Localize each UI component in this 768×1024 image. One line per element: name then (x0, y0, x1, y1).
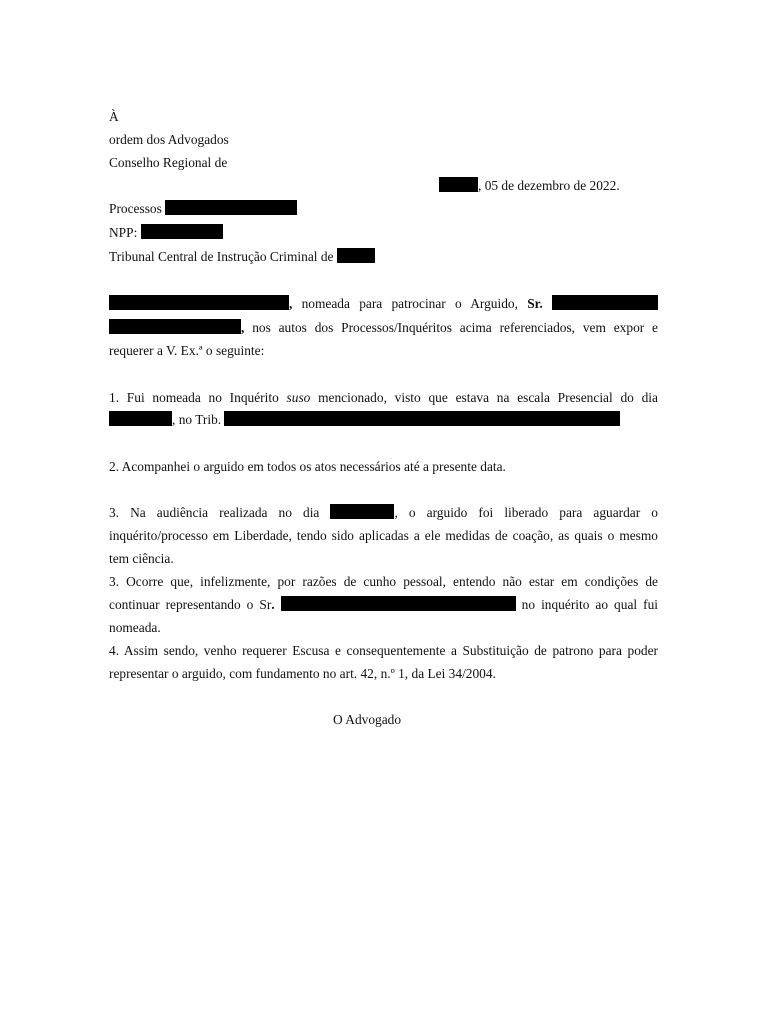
item-3-line-1 (109, 504, 658, 522)
redacted-processos (165, 200, 297, 215)
item-2: 2. Acompanhei o arguido em todos os atos necessários até a presente data. (109, 459, 506, 474)
redacted-tribunal-2 (224, 411, 620, 426)
processos-line (109, 200, 297, 218)
redacted-npp (141, 224, 223, 239)
item-5-line-1: 4. Assim sendo, venho requerer Escusa e consequentemente a Substituição de patrono para poder (109, 643, 658, 658)
item-1-suso: suso (286, 390, 311, 405)
item-3-part-a: 3. Na audiência realizada no dia (109, 505, 320, 520)
processos-label: Processos (109, 201, 162, 216)
recipient-line-2: Conselho Regional de (109, 155, 228, 170)
item-4-line-3: nomeada. (109, 620, 161, 635)
redacted-lawyer-name (109, 295, 289, 310)
date-line (439, 177, 620, 195)
npp-label: NPP: (109, 225, 138, 240)
redacted-date-1 (109, 411, 172, 426)
redacted-defendant-1 (552, 295, 658, 310)
item-1-part-c: , no Trib. (172, 412, 222, 427)
item-1-line-2 (109, 411, 620, 429)
item-4-part-b: no inquérito ao qual fui (521, 597, 658, 612)
recipient-line-1: ordem dos Advogados (109, 132, 229, 147)
salutation: À (109, 109, 119, 124)
intro-line-1 (109, 295, 658, 313)
tribunal-line (109, 248, 375, 266)
item-1-part-b: mencionado, visto que estava na escala Presencial do dia (318, 390, 658, 405)
intro-comma-2: , (241, 320, 245, 335)
item-1-part-a: 1. Fui nomeada no Inquérito (109, 390, 279, 405)
redacted-date-2 (330, 504, 394, 519)
redacted-defendant-2 (109, 319, 241, 334)
redacted-defendant-3 (281, 596, 516, 611)
date-text: , 05 de dezembro de 2022. (478, 178, 620, 193)
intro-part-1: nomeada para patrocinar o Arguido, (301, 296, 518, 311)
item-4-line-1: 3. Ocorre que, infelizmente, por razões de cunho pessoal, entendo não estar em condições de (109, 574, 658, 589)
item-1-line-1 (109, 389, 658, 407)
tribunal-label: Tribunal Central de Instrução Criminal de (109, 249, 334, 264)
item-4-dot: . (271, 597, 275, 612)
item-4-part-a: continuar representando o Sr (109, 597, 272, 612)
sr-label: Sr. (527, 296, 543, 311)
redacted-place (439, 177, 478, 192)
item-3-line-2: inquérito/processo em Liberdade, tendo sido aplicadas a ele medidas de coação, as quais o mesmo (109, 528, 658, 543)
redacted-tribunal (337, 248, 375, 263)
intro-comma: , (289, 296, 293, 311)
item-4-line-2 (109, 596, 658, 614)
intro-line-3: requerer a V. Ex.ª o seguinte: (109, 343, 265, 358)
item-3-line-3: tem ciência. (109, 551, 174, 566)
npp-line (109, 224, 223, 242)
item-5-line-2: representar o arguido, com fundamento no art. 42, n.º 1, da Lei 34/2004. (109, 666, 496, 681)
intro-line-2 (109, 319, 658, 337)
signature: O Advogado (333, 712, 402, 727)
item-3-part-b: , o arguido foi liberado para aguardar o (394, 505, 658, 520)
intro-part-2: nos autos dos Processos/Inquéritos acima referenciados, vem expor e (252, 320, 658, 335)
